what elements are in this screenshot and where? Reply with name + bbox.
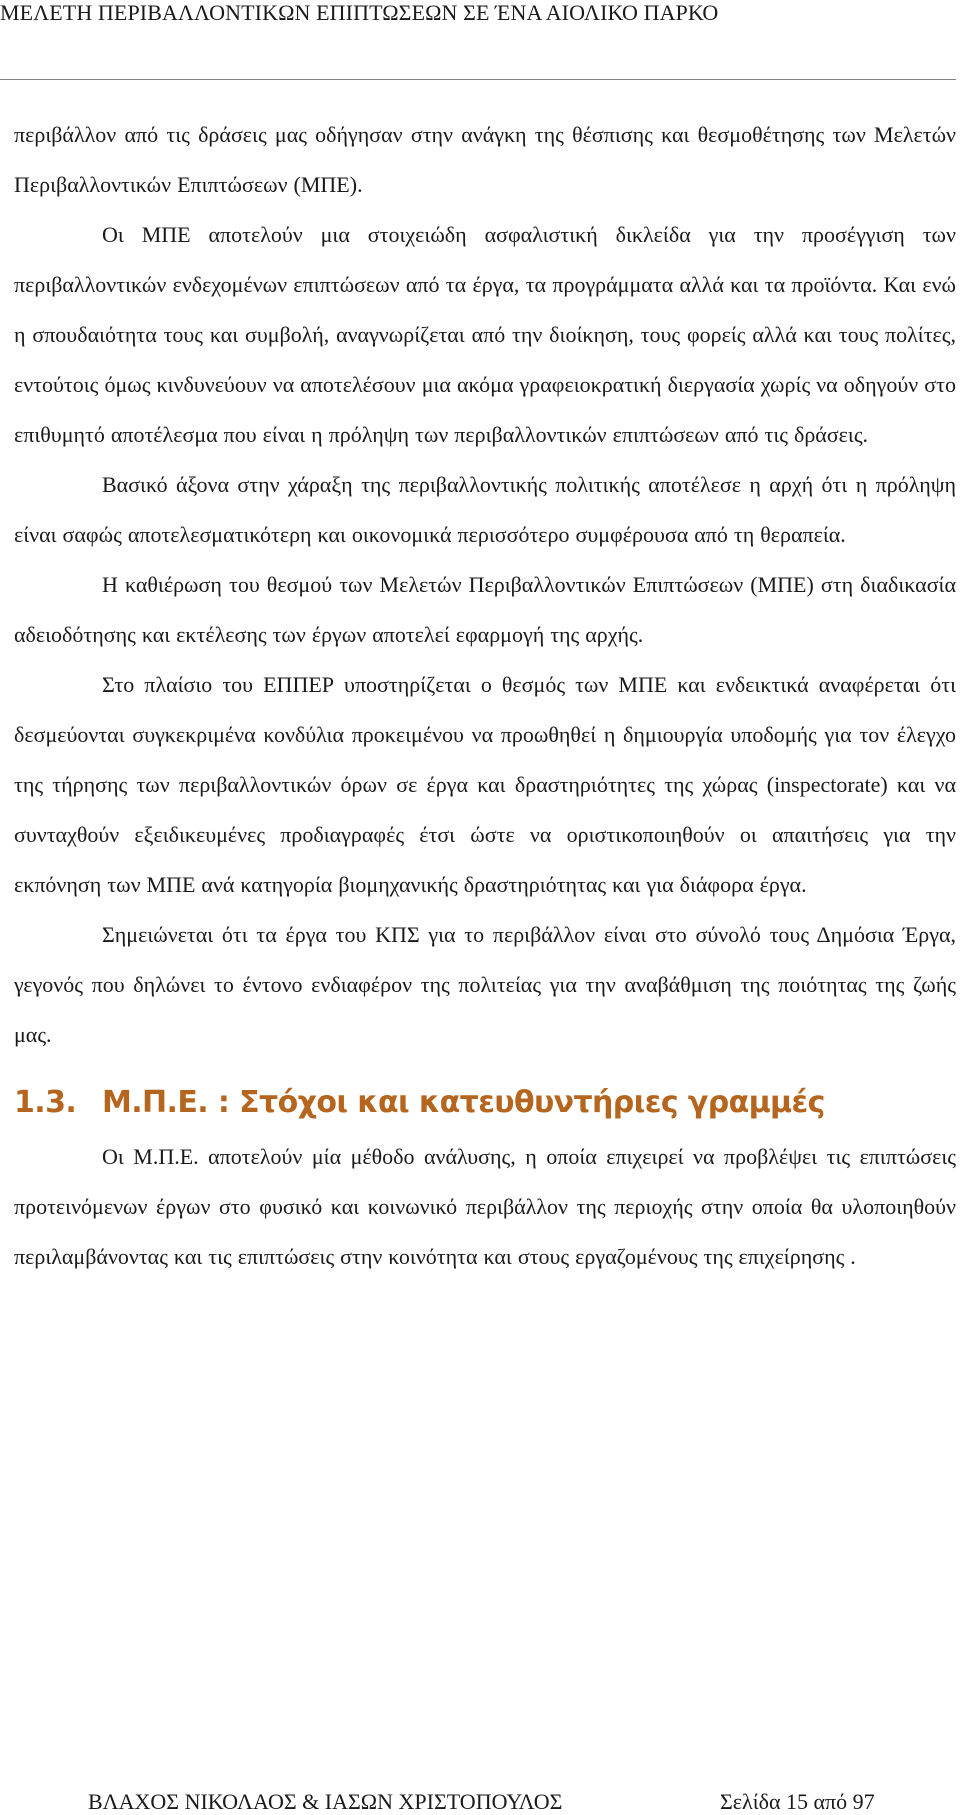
footer-authors: ΒΛΑΧΟΣ ΝΙΚΟΛΑΟΣ & ΙΑΣΩΝ ΧΡΙΣΤΟΠΟΥΛΟΣ [88, 1789, 563, 1814]
header-divider [0, 79, 956, 80]
section-title: Μ.Π.Ε. : Στόχοι και κατευθυντήριες γραμμές [102, 1085, 825, 1120]
paragraph-prevention-principle: Βασικό άξονα στην χάραξη της περιβαλλοντικής πολιτικής αποτέλεσε η αρχή ότι η πρόληψη είναι σαφώς αποτελεσματικότερη και οικονομικά περισσότερο συμφέρουσα από τη θεραπεία. [14, 472, 956, 547]
paragraph-institution: Η καθιέρωση του θεσμού των Μελετών Περιβαλλοντικών Επιπτώσεων (ΜΠΕ) στη διαδικασία αδειοδότησης και εκτέλεσης των έργων αποτελεί εφαρμογή της αρχής. [14, 572, 956, 647]
header-title: ΜΕΛΕΤΗ ΠΕΡΙΒΑΛΛΟΝΤΙΚΩΝ ΕΠΙΠΤΩΣΕΩΝ ΣΕ ΈΝΑ ΑΙΟΛΙΚΟ ΠΑΡΚΟ [0, 0, 719, 25]
page-header [0, 0, 960, 80]
document-body [14, 110, 956, 1282]
page-number: Σελίδα 15 από 97 [720, 1789, 875, 1814]
page-footer [0, 1788, 960, 1815]
section-number: 1.3. [14, 1085, 77, 1120]
paragraph-section-intro: Οι Μ.Π.Ε. αποτελούν μία μέθοδο ανάλυσης, η οποία επιχειρεί να προβλέψει τις επιπτώσεις προτεινόμενων έργων στο φυσικό και κοινωνικό περιβάλλον της περιοχής στην οποία θα υλοποιηθούν περιλαμβάνοντας και τις επιπτώσεις στην κοινότητα και στους εργαζομένους της επιχείρησης . [14, 1144, 956, 1269]
paragraph-continuation: περιβάλλον από τις δράσεις μας οδήγησαν στην ανάγκη της θέσπισης και θεσμοθέτησης των Μελετών Περιβαλλοντικών Επιπτώσεων (ΜΠΕ). [14, 122, 956, 197]
paragraph-epper: Στο πλαίσιο του ΕΠΠΕΡ υποστηρίζεται ο θεσμός των ΜΠΕ και ενδεικτικά αναφέρεται ότι δεσμεύονται συγκεκριμένα κονδύλια προκειμένου να προωθηθεί η δημιουργία υποδομής για τον έλεγχο της τήρησης των περιβαλλοντικών όρων σε έργα και δραστηριότητες της χώρας (inspectorate) και να συνταχθούν εξειδικευμένες προδιαγραφές έτσι ώστε να οριστικοποιηθούν οι απαιτήσεις για την εκπόνηση των ΜΠΕ ανά κατηγορία βιομηχανικής δραστηριότητας και για διάφορα έργα. [14, 672, 956, 897]
paragraph-kps: Σημειώνεται ότι τα έργα του ΚΠΣ για το περιβάλλον είναι στο σύνολό τους Δημόσια Έργα, γεγονός που δηλώνει το έντονο ενδιαφέρον της πολιτείας για την αναβάθμιση της ποιότητας της ζωής μας. [14, 922, 956, 1047]
section-heading [14, 1078, 956, 1128]
paragraph-mpe-safeguard: Οι ΜΠΕ αποτελούν μια στοιχειώδη ασφαλιστική δικλείδα για την προσέγγιση των περιβαλλοντικών ενδεχομένων επιπτώσεων από τα έργα, τα προγράμματα αλλά και τα προϊόντα. Και ενώ η σπουδαιότητα τους και συμβολή, αναγνωρίζεται από την διοίκηση, τους φορείς αλλά και τους πολίτες, εντούτοις όμως κινδυνεύουν να αποτελέσουν μια ακόμα γραφειοκρατική διεργασία χωρίς να οδηγούν στο επιθυμητό αποτέλεσμα που είναι η πρόληψη των περιβαλλοντικών επιπτώσεων από τις δράσεις. [14, 222, 956, 447]
